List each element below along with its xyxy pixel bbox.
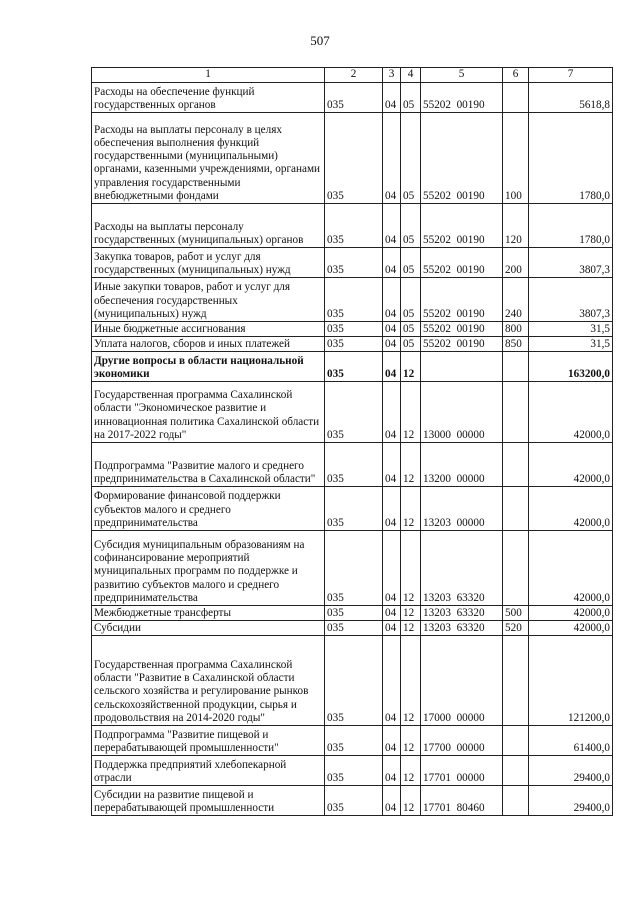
row-expense-type: 800: [503, 322, 529, 337]
row-section-code: 04: [383, 382, 401, 443]
table-row: [92, 113, 613, 204]
row-name: Государственная программа Сахалинской области "Экономическое развитие и инновационная политика Сахалинской области на 2017-2022 годы": [92, 382, 325, 443]
row-name: Иные закупки товаров, работ и услуг для обеспечения государственных (муниципальных) нужд: [92, 278, 325, 322]
row-expense-type: [503, 382, 529, 443]
row-expense-type: [503, 636, 529, 726]
row-ministry-code: 035: [325, 337, 383, 352]
row-section-code: 04: [383, 786, 401, 816]
table-row: [92, 621, 613, 636]
table-row: [92, 337, 613, 352]
row-ministry-code: 035: [325, 278, 383, 322]
row-expense-type: [503, 531, 529, 606]
row-subsection-code: 05: [401, 337, 421, 352]
table-row: [92, 248, 613, 278]
row-subsection-code: 12: [401, 726, 421, 756]
row-section-code: 04: [383, 83, 401, 113]
row-target-code: 13000 00000: [421, 382, 503, 443]
row-amount: 3807,3: [529, 248, 613, 278]
row-subsection-code: 05: [401, 83, 421, 113]
row-target-code: 55202 00190: [421, 278, 503, 322]
row-section-code: 04: [383, 606, 401, 621]
row-amount: 31,5: [529, 322, 613, 337]
table-row: [92, 756, 613, 786]
row-target-code: 13200 00000: [421, 443, 503, 487]
row-expense-type: 520: [503, 621, 529, 636]
table-row: [92, 204, 613, 248]
row-ministry-code: 035: [325, 322, 383, 337]
table-row: [92, 443, 613, 487]
row-name: Расходы на обеспечение функций государственных органов: [92, 83, 325, 113]
row-subsection-code: 12: [401, 606, 421, 621]
row-name: Субсидия муниципальным образованиям на софинансирование мероприятий муниципальных программ по поддержке и развитию субъектов малого и среднего предпринимательства: [92, 531, 325, 606]
row-name: Субсидии на развитие пищевой и перерабатывающей промышленности: [92, 786, 325, 816]
row-name: Государственная программа Сахалинской области "Развитие в Сахалинской области сельского хозяйства и регулирование рынков сельскохозяйственной продукции, сырья и продовольствия на 2014-2020 годы": [92, 636, 325, 726]
row-subsection-code: 12: [401, 487, 421, 531]
row-subsection-code: 12: [401, 531, 421, 606]
row-name: Расходы на выплаты персоналу в целях обеспечения выполнения функций государственными (муниципальными) органами, казенными учреждениями, органами управления государственными внебюджетными фондами: [92, 113, 325, 204]
row-amount: 61400,0: [529, 726, 613, 756]
row-target-code: 13203 00000: [421, 487, 503, 531]
row-section-code: 04: [383, 756, 401, 786]
table-row: [92, 726, 613, 756]
row-expense-type: [503, 443, 529, 487]
column-header: 3: [383, 68, 401, 83]
table-row: [92, 352, 613, 382]
budget-table: [91, 67, 613, 816]
row-target-code: 17700 00000: [421, 726, 503, 756]
row-name: Расходы на выплаты персоналу государственных (муниципальных) органов: [92, 204, 325, 248]
row-name: Поддержка предприятий хлебопекарной отрасли: [92, 756, 325, 786]
table-row: [92, 322, 613, 337]
row-target-code: 17701 00000: [421, 756, 503, 786]
row-amount: 29400,0: [529, 786, 613, 816]
page-number: 507: [310, 33, 330, 48]
row-amount: 42000,0: [529, 531, 613, 606]
row-target-code: 55202 00190: [421, 204, 503, 248]
row-target-code: 13203 63320: [421, 531, 503, 606]
row-amount: 42000,0: [529, 382, 613, 443]
row-section-code: 04: [383, 531, 401, 606]
row-section-code: 04: [383, 636, 401, 726]
row-ministry-code: 035: [325, 83, 383, 113]
row-ministry-code: 035: [325, 756, 383, 786]
row-section-code: 04: [383, 621, 401, 636]
row-subsection-code: 12: [401, 382, 421, 443]
row-subsection-code: 12: [401, 756, 421, 786]
row-subsection-code: 05: [401, 248, 421, 278]
table-row: [92, 606, 613, 621]
row-subsection-code: 12: [401, 443, 421, 487]
row-subsection-code: 12: [401, 352, 421, 382]
row-name: Закупка товаров, работ и услуг для государственных (муниципальных) нужд: [92, 248, 325, 278]
row-ministry-code: 035: [325, 487, 383, 531]
header-row: [92, 68, 613, 83]
row-expense-type: 500: [503, 606, 529, 621]
row-target-code: [421, 352, 503, 382]
row-name: Формирование финансовой поддержки субъектов малого и среднего предпринимательства: [92, 487, 325, 531]
row-subsection-code: 05: [401, 113, 421, 204]
row-amount: 42000,0: [529, 487, 613, 531]
row-name: Иные бюджетные ассигнования: [92, 322, 325, 337]
table-row: [92, 278, 613, 322]
column-header: 2: [325, 68, 383, 83]
row-ministry-code: 035: [325, 204, 383, 248]
column-header: 5: [421, 68, 503, 83]
table-row: [92, 487, 613, 531]
row-ministry-code: 035: [325, 248, 383, 278]
column-header: 1: [92, 68, 325, 83]
column-header: 4: [401, 68, 421, 83]
row-ministry-code: 035: [325, 636, 383, 726]
row-expense-type: 200: [503, 248, 529, 278]
row-amount: 1780,0: [529, 204, 613, 248]
row-amount: 5618,8: [529, 83, 613, 113]
table-row: [92, 786, 613, 816]
column-header: 6: [503, 68, 529, 83]
row-expense-type: 120: [503, 204, 529, 248]
row-expense-type: 100: [503, 113, 529, 204]
row-target-code: 13203 63320: [421, 606, 503, 621]
row-section-code: 04: [383, 352, 401, 382]
row-subsection-code: 12: [401, 621, 421, 636]
row-subsection-code: 12: [401, 786, 421, 816]
row-ministry-code: 035: [325, 531, 383, 606]
row-target-code: 13203 63320: [421, 621, 503, 636]
row-amount: 121200,0: [529, 636, 613, 726]
row-section-code: 04: [383, 322, 401, 337]
row-amount: 29400,0: [529, 756, 613, 786]
row-name: Другие вопросы в области национальной экономики: [92, 352, 325, 382]
row-ministry-code: 035: [325, 726, 383, 756]
row-target-code: 55202 00190: [421, 322, 503, 337]
row-ministry-code: 035: [325, 352, 383, 382]
row-ministry-code: 035: [325, 443, 383, 487]
row-name: Субсидии: [92, 621, 325, 636]
row-ministry-code: 035: [325, 621, 383, 636]
row-ministry-code: 035: [325, 113, 383, 204]
row-expense-type: [503, 83, 529, 113]
table-row: [92, 531, 613, 606]
row-amount: 42000,0: [529, 606, 613, 621]
row-expense-type: 240: [503, 278, 529, 322]
row-ministry-code: 035: [325, 382, 383, 443]
table-row: [92, 636, 613, 726]
row-subsection-code: 05: [401, 322, 421, 337]
row-amount: 42000,0: [529, 443, 613, 487]
row-target-code: 55202 00190: [421, 113, 503, 204]
row-section-code: 04: [383, 204, 401, 248]
row-expense-type: [503, 726, 529, 756]
row-expense-type: [503, 352, 529, 382]
row-target-code: 55202 00190: [421, 337, 503, 352]
row-section-code: 04: [383, 726, 401, 756]
row-subsection-code: 05: [401, 278, 421, 322]
row-amount: 3807,3: [529, 278, 613, 322]
row-expense-type: [503, 786, 529, 816]
row-name: Подпрограмма "Развитие пищевой и перерабатывающей промышленности": [92, 726, 325, 756]
row-subsection-code: 05: [401, 204, 421, 248]
row-expense-type: [503, 487, 529, 531]
row-name: Межбюджетные трансферты: [92, 606, 325, 621]
row-amount: 42000,0: [529, 621, 613, 636]
table-row: [92, 382, 613, 443]
row-amount: 31,5: [529, 337, 613, 352]
row-subsection-code: 12: [401, 636, 421, 726]
row-section-code: 04: [383, 337, 401, 352]
row-ministry-code: 035: [325, 786, 383, 816]
row-section-code: 04: [383, 443, 401, 487]
row-ministry-code: 035: [325, 606, 383, 621]
row-amount: 163200,0: [529, 352, 613, 382]
row-section-code: 04: [383, 248, 401, 278]
row-target-code: 17000 00000: [421, 636, 503, 726]
row-expense-type: 850: [503, 337, 529, 352]
row-section-code: 04: [383, 278, 401, 322]
table-row: [92, 83, 613, 113]
row-section-code: 04: [383, 487, 401, 531]
column-header: 7: [529, 68, 613, 83]
row-amount: 1780,0: [529, 113, 613, 204]
row-expense-type: [503, 756, 529, 786]
row-name: Уплата налогов, сборов и иных платежей: [92, 337, 325, 352]
row-name: Подпрограмма "Развитие малого и среднего предпринимательства в Сахалинской области": [92, 443, 325, 487]
row-target-code: 55202 00190: [421, 83, 503, 113]
row-target-code: 17701 80460: [421, 786, 503, 816]
row-target-code: 55202 00190: [421, 248, 503, 278]
row-section-code: 04: [383, 113, 401, 204]
